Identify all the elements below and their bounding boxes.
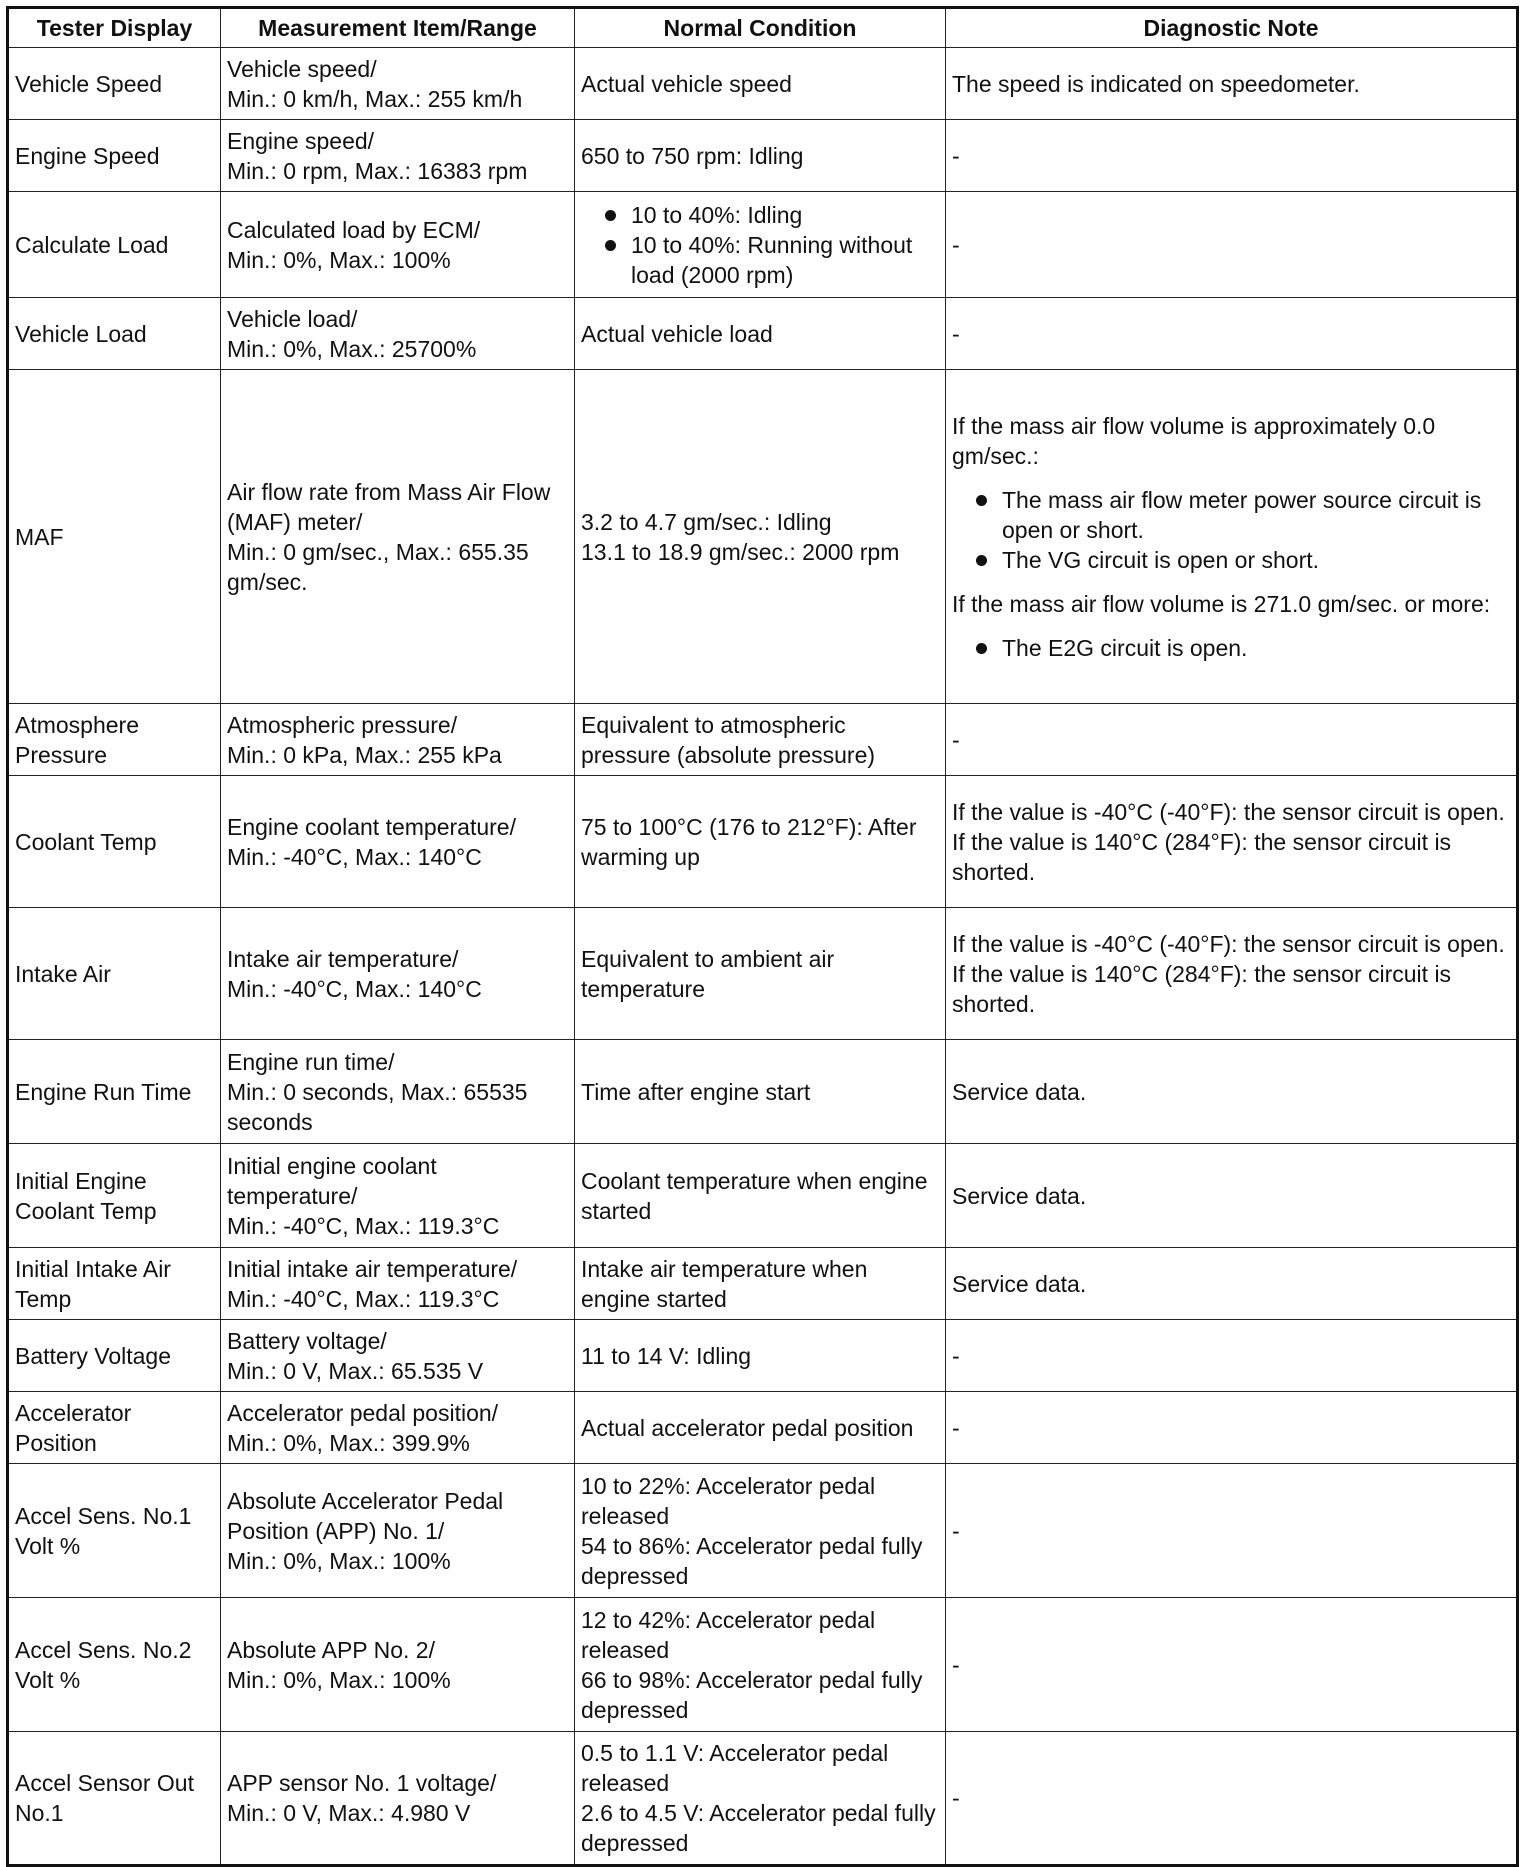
table-row	[8, 48, 1518, 120]
bullet-item: The mass air flow meter power source circuit is open or short.	[952, 485, 1510, 545]
normal-condition-cell: 3.2 to 4.7 gm/sec.: Idling 13.1 to 18.9 gm/sec.: 2000 rpm	[575, 370, 946, 704]
normal-condition-cell: 75 to 100°C (176 to 212°F): After warming up	[575, 776, 946, 908]
normal-condition-cell: Equivalent to atmospheric pressure (absolute pressure)	[575, 704, 946, 776]
tester-display-cell: Accel Sensor Out No.1	[8, 1732, 221, 1866]
normal-condition-cell: Coolant temperature when engine started	[575, 1144, 946, 1248]
table-row	[8, 298, 1518, 370]
measurement-range-cell: Vehicle speed/ Min.: 0 km/h, Max.: 255 km/h	[221, 48, 575, 120]
diagnostic-note-cell: -	[946, 120, 1518, 192]
diagnostic-note-cell: If the value is -40°C (-40°F): the sensor circuit is open. If the value is 140°C (284°F): the sensor circuit is shorted.	[946, 776, 1518, 908]
table-header-row	[8, 8, 1518, 48]
diagnostic-note-cell: -	[946, 192, 1518, 298]
tester-display-cell: Atmosphere Pressure	[8, 704, 221, 776]
diagnostic-note-cell: -	[946, 1598, 1518, 1732]
tester-display-cell: Coolant Temp	[8, 776, 221, 908]
tester-display-cell: Initial Engine Coolant Temp	[8, 1144, 221, 1248]
normal-condition-cell: Intake air temperature when engine started	[575, 1248, 946, 1320]
measurement-range-cell: Vehicle load/ Min.: 0%, Max.: 25700%	[221, 298, 575, 370]
tester-display-cell: Accelerator Position	[8, 1392, 221, 1464]
table-row	[8, 120, 1518, 192]
measurement-range-cell: Engine run time/ Min.: 0 seconds, Max.: 65535 seconds	[221, 1040, 575, 1144]
normal-condition-cell	[575, 192, 946, 298]
table-row	[8, 908, 1518, 1040]
diagnostic-note-cell: Service data.	[946, 1040, 1518, 1144]
diagnostic-note-cell: -	[946, 1464, 1518, 1598]
table-row	[8, 192, 1518, 298]
measurement-range-cell: Initial engine coolant temperature/ Min.: -40°C, Max.: 119.3°C	[221, 1144, 575, 1248]
tester-display-cell: Accel Sens. No.2 Volt %	[8, 1598, 221, 1732]
measurement-range-cell: Absolute APP No. 2/ Min.: 0%, Max.: 100%	[221, 1598, 575, 1732]
table-row	[8, 1732, 1518, 1866]
table-row	[8, 776, 1518, 908]
diagnostic-note-cell: The speed is indicated on speedometer.	[946, 48, 1518, 120]
note-bullets	[952, 485, 1510, 575]
tester-display-cell: Vehicle Load	[8, 298, 221, 370]
table-row	[8, 1392, 1518, 1464]
bullet-item: 10 to 40%: Idling	[581, 200, 939, 230]
data-list-table	[6, 6, 1519, 1867]
tester-display-cell: Intake Air	[8, 908, 221, 1040]
table-row	[8, 704, 1518, 776]
diagnostic-note-cell: -	[946, 704, 1518, 776]
tester-display-cell: Engine Run Time	[8, 1040, 221, 1144]
tester-display-cell: Vehicle Speed	[8, 48, 221, 120]
note-paragraph: If the mass air flow volume is 271.0 gm/sec. or more:	[952, 590, 1491, 617]
header-diagnostic-note: Diagnostic Note	[946, 8, 1518, 48]
diagnostic-note-cell: -	[946, 298, 1518, 370]
tester-display-cell: MAF	[8, 370, 221, 704]
table-row	[8, 1598, 1518, 1732]
tester-display-cell: Accel Sens. No.1 Volt %	[8, 1464, 221, 1598]
normal-condition-cell: 12 to 42%: Accelerator pedal released 66 to 98%: Accelerator pedal fully depressed	[575, 1598, 946, 1732]
header-tester-display: Tester Display	[8, 8, 221, 48]
header-normal-condition: Normal Condition	[575, 8, 946, 48]
tester-display-cell: Engine Speed	[8, 120, 221, 192]
note-paragraph: If the mass air flow volume is approximately 0.0 gm/sec.:	[952, 412, 1436, 469]
normal-condition-cell: Time after engine start	[575, 1040, 946, 1144]
header-measurement-range: Measurement Item/Range	[221, 8, 575, 48]
measurement-range-cell: Initial intake air temperature/ Min.: -40°C, Max.: 119.3°C	[221, 1248, 575, 1320]
bullet-item: 10 to 40%: Running without load (2000 rpm)	[581, 230, 939, 290]
diagnostic-note-cell: -	[946, 1392, 1518, 1464]
table-row	[8, 370, 1518, 704]
measurement-range-cell: Intake air temperature/ Min.: -40°C, Max.: 140°C	[221, 908, 575, 1040]
table-row	[8, 1248, 1518, 1320]
measurement-range-cell: Battery voltage/ Min.: 0 V, Max.: 65.535 V	[221, 1320, 575, 1392]
measurement-range-cell: Accelerator pedal position/ Min.: 0%, Max.: 399.9%	[221, 1392, 575, 1464]
document-page	[6, 6, 1519, 1867]
measurement-range-cell: Atmospheric pressure/ Min.: 0 kPa, Max.: 255 kPa	[221, 704, 575, 776]
table-row	[8, 1464, 1518, 1598]
tester-display-cell: Calculate Load	[8, 192, 221, 298]
diagnostic-note-cell: Service data.	[946, 1248, 1518, 1320]
normal-condition-cell: Actual accelerator pedal position	[575, 1392, 946, 1464]
diagnostic-note-cell	[946, 370, 1518, 704]
normal-condition-cell: 11 to 14 V: Idling	[575, 1320, 946, 1392]
normal-condition-cell: 650 to 750 rpm: Idling	[575, 120, 946, 192]
bullet-item: The VG circuit is open or short.	[952, 545, 1510, 575]
measurement-range-cell: Engine coolant temperature/ Min.: -40°C, Max.: 140°C	[221, 776, 575, 908]
measurement-range-cell: APP sensor No. 1 voltage/ Min.: 0 V, Max.: 4.980 V	[221, 1732, 575, 1866]
tester-display-cell: Initial Intake Air Temp	[8, 1248, 221, 1320]
normal-condition-cell: Equivalent to ambient air temperature	[575, 908, 946, 1040]
diagnostic-note-cell: Service data.	[946, 1144, 1518, 1248]
measurement-range-cell: Absolute Accelerator Pedal Position (APP) No. 1/ Min.: 0%, Max.: 100%	[221, 1464, 575, 1598]
measurement-range-cell: Calculated load by ECM/ Min.: 0%, Max.: 100%	[221, 192, 575, 298]
diagnostic-note-cell: If the value is -40°C (-40°F): the sensor circuit is open. If the value is 140°C (284°F): the sensor circuit is shorted.	[946, 908, 1518, 1040]
measurement-range-cell: Engine speed/ Min.: 0 rpm, Max.: 16383 rpm	[221, 120, 575, 192]
table-row	[8, 1320, 1518, 1392]
bullet-item: The E2G circuit is open.	[952, 633, 1510, 663]
diagnostic-note-cell: -	[946, 1320, 1518, 1392]
normal-condition-cell: Actual vehicle load	[575, 298, 946, 370]
normal-condition-cell: Actual vehicle speed	[575, 48, 946, 120]
table-row	[8, 1144, 1518, 1248]
note-bullets	[952, 633, 1510, 663]
diagnostic-note-cell: -	[946, 1732, 1518, 1866]
tester-display-cell: Battery Voltage	[8, 1320, 221, 1392]
normal-condition-cell: 10 to 22%: Accelerator pedal released 54 to 86%: Accelerator pedal fully depressed	[575, 1464, 946, 1598]
normal-condition-bullets	[581, 200, 939, 290]
table-row	[8, 1040, 1518, 1144]
normal-condition-cell: 0.5 to 1.1 V: Accelerator pedal released 2.6 to 4.5 V: Accelerator pedal fully depressed	[575, 1732, 946, 1866]
measurement-range-cell: Air flow rate from Mass Air Flow (MAF) meter/ Min.: 0 gm/sec., Max.: 655.35 gm/sec.	[221, 370, 575, 704]
